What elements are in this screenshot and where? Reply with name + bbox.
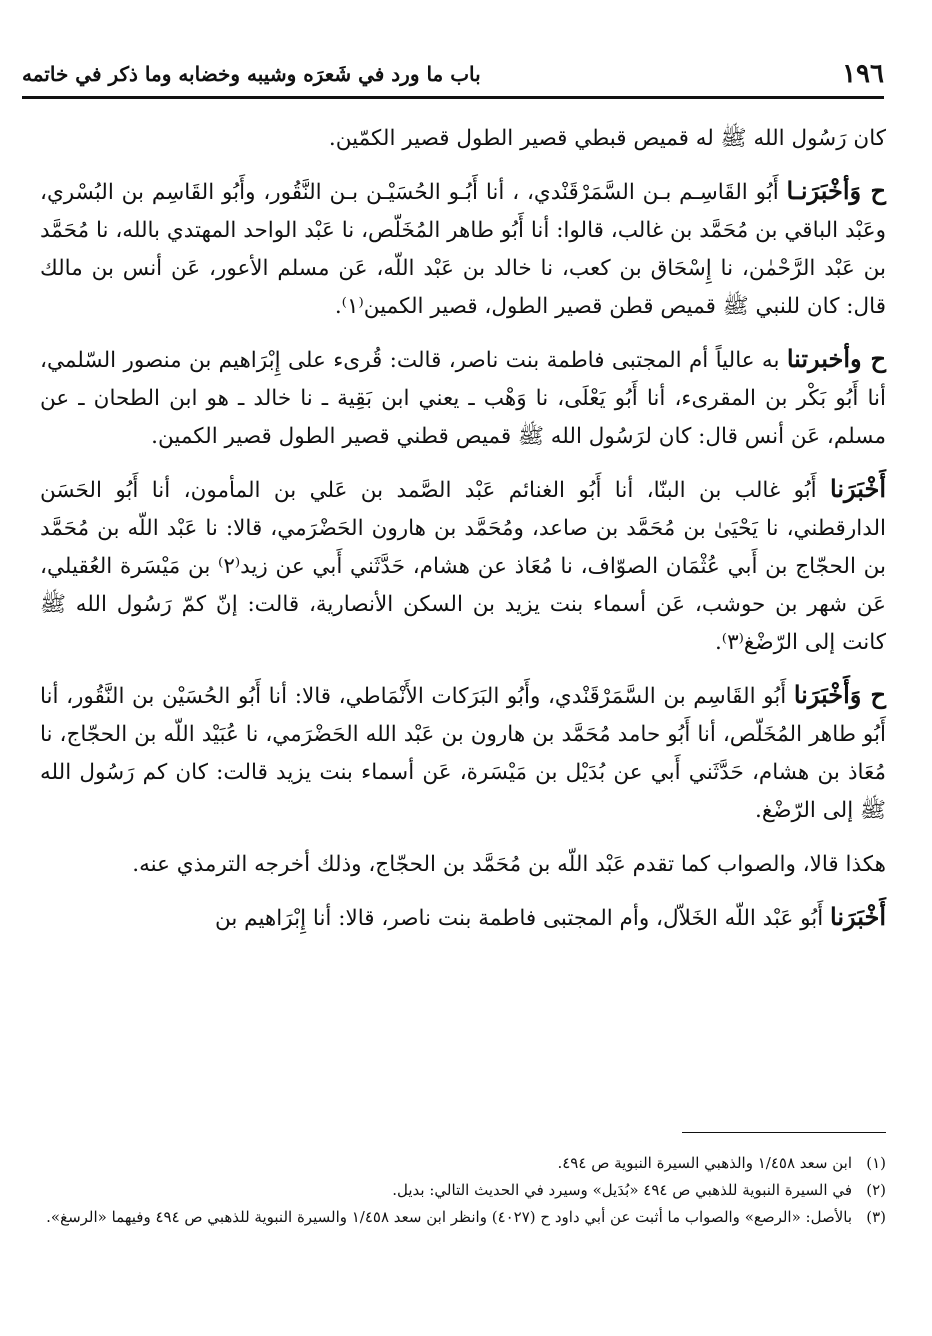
paragraph-text: كان رَسُول الله ﷺ له قميص قبطي قصير الطول قصير الكمّين. bbox=[328, 126, 886, 151]
paragraph-7 bbox=[40, 898, 886, 938]
footnote-text: في السيرة النبوية للذهبي ص ٤٩٤ «بُدَيل» وسيرد في الحديث التالي: بديل. bbox=[392, 1181, 852, 1199]
paragraph-5 bbox=[40, 676, 886, 830]
footnotes bbox=[40, 1150, 886, 1231]
footnote-number: (٢) bbox=[866, 1181, 886, 1199]
paragraph-1 bbox=[40, 118, 886, 158]
footnote-3 bbox=[40, 1204, 886, 1231]
paragraph-2 bbox=[40, 172, 886, 326]
paragraph-text: به عالياً أم المجتبى فاطمة بنت ناصر، قالت: قُرىء على إِبْرَاهيم بن منصور السّلمي، أنا أَبُو بَكْر بن المقرىء، أنا أَبُو يَعْلَى، نا وَهْب ـ يعني ابن بَقِية ـ نا خالد ـ هو ابن الطحان ـ عن مسلم، عَن أنس قال: كان لرَسُول الله ﷺ قميص قطني قصير الطول قصير الكمين. bbox=[40, 348, 886, 449]
running-title: باب ما ورد في شَعرَه وشيبه وخضابه وما ذكر في خاتمه bbox=[22, 62, 481, 86]
footnote-number: (١) bbox=[866, 1154, 886, 1172]
paragraph-text: أَبُو عَبْد اللّه الخَلاّل، وأم المجتبى فاطمة بنت ناصر، قالا: أنا إِبْرَاهيم بن bbox=[214, 906, 831, 931]
footnote-text: بالأصل: «الرصع» والصواب ما أثبت عن أبي داود ح (٤٠٢٧) وانظر ابن سعد ١/٤٥٨ والسيرة النبوية للذهبي ص ٤٩٤ وفيهما «الرسغ». bbox=[46, 1208, 852, 1226]
paragraph-lead: ح وأخبرتنا bbox=[786, 344, 886, 373]
paragraph-text: هكذا قالا، والصواب كما تقدم عَبْد اللّه بن مُحَمَّد بن الحجّاج، وذلك أخرجه الترمذي عنه. bbox=[132, 852, 886, 877]
paragraph-lead: ح وَأخْبَرَنـا bbox=[786, 176, 887, 205]
footnote-1 bbox=[40, 1150, 886, 1177]
main-text bbox=[40, 118, 886, 952]
footnote-2 bbox=[40, 1177, 886, 1204]
paragraph-6 bbox=[40, 844, 886, 884]
paragraph-text: أَبُو القَاسِم بن السَّمَرْقَنْدي، وأَبُو البَرَكات الأَنْمَاطي، قالا: أنا أَبُو الحُسَيْن بن النَّقُور، أنا أَبُو طاهر المُخَلّص، أنا أَبُو حامد مُحَمَّد بن هارون بن عَبْد الله الحَضْرَمي، نا عُبَيْد اللّه بن الحجّاج، نا مُعَاذ بن هشام، حَدَّثَني أَبي عن بُدَيْل بن مَيْسَرة، عَن أسماء بنت يزيد قالت: كان كم رَسُول الله ﷺ إلى الرّضْغ. bbox=[40, 684, 886, 823]
paragraph-lead: أَخْبَرَنا bbox=[830, 902, 886, 931]
page-number: ١٩٦ bbox=[842, 59, 884, 89]
footnote-number: (٣) bbox=[866, 1208, 886, 1226]
footnote-text: ابن سعد ١/٤٥٨ والذهبي السيرة النبوية ص ٤٩٤. bbox=[557, 1154, 852, 1172]
paragraph-4 bbox=[40, 470, 886, 662]
paragraph-3 bbox=[40, 340, 886, 456]
paragraph-text: أَبُو القَاسِـم بـن السَّمَرْقَنْدي، ، أنا أَبُـو الحُسَيْـن بـن النَّقُور، وأَبُو القَاسِم بن البُسْري، وعَبْد الباقي بن مُحَمَّد بن غالب، قالوا: أنا أَبُو طاهر المُخَلّص، نا عَبْد الواحد المهتدي بالله، نا مُحَمَّد بن عَبْد الرَّحْمٰن، نا إِسْحَاق بن كعب، نا خالد بن عَبْد اللّه، عَن مسلم الأعور، عَن أنس بن مالك قال: كان للنبي ﷺ قميص قطن قصير الطول، قصير الكمين⁽١⁾. bbox=[40, 180, 886, 319]
paragraph-text: أَبُو غالب بن البنّا، أنا أَبُو الغنائم عَبْد الصَّمد بن عَلي بن المأمون، أنا أَبُو الحَسَن الدارقطني، نا يَحْيَىٰ بن مُحَمَّد بن صاعد، ومُحَمَّد بن هارون الحَضْرَمي، قالا: نا عَبْد اللّه بن مُحَمَّد بن الحجّاج بن أَبي عُثْمَان الصوّاف، نا مُعَاذ عن هشام، حَدَّثَني أَبي عن زيد⁽٢⁾ بن مَيْسَرة العُقيلي، عَن شهر بن حوشب، عَن أسماء بنت يزيد بن السكن الأنصارية، قالت: إنّ كمّ رَسُول الله ﷺ كانت إلى الرّضْغ⁽٣⁾. bbox=[40, 478, 886, 655]
paragraph-lead: ح وَأَخْبَرَنا bbox=[793, 680, 886, 709]
page-header bbox=[22, 52, 884, 99]
footnote-divider bbox=[682, 1132, 886, 1133]
paragraph-lead: أَخْبَرَنا bbox=[830, 474, 886, 503]
